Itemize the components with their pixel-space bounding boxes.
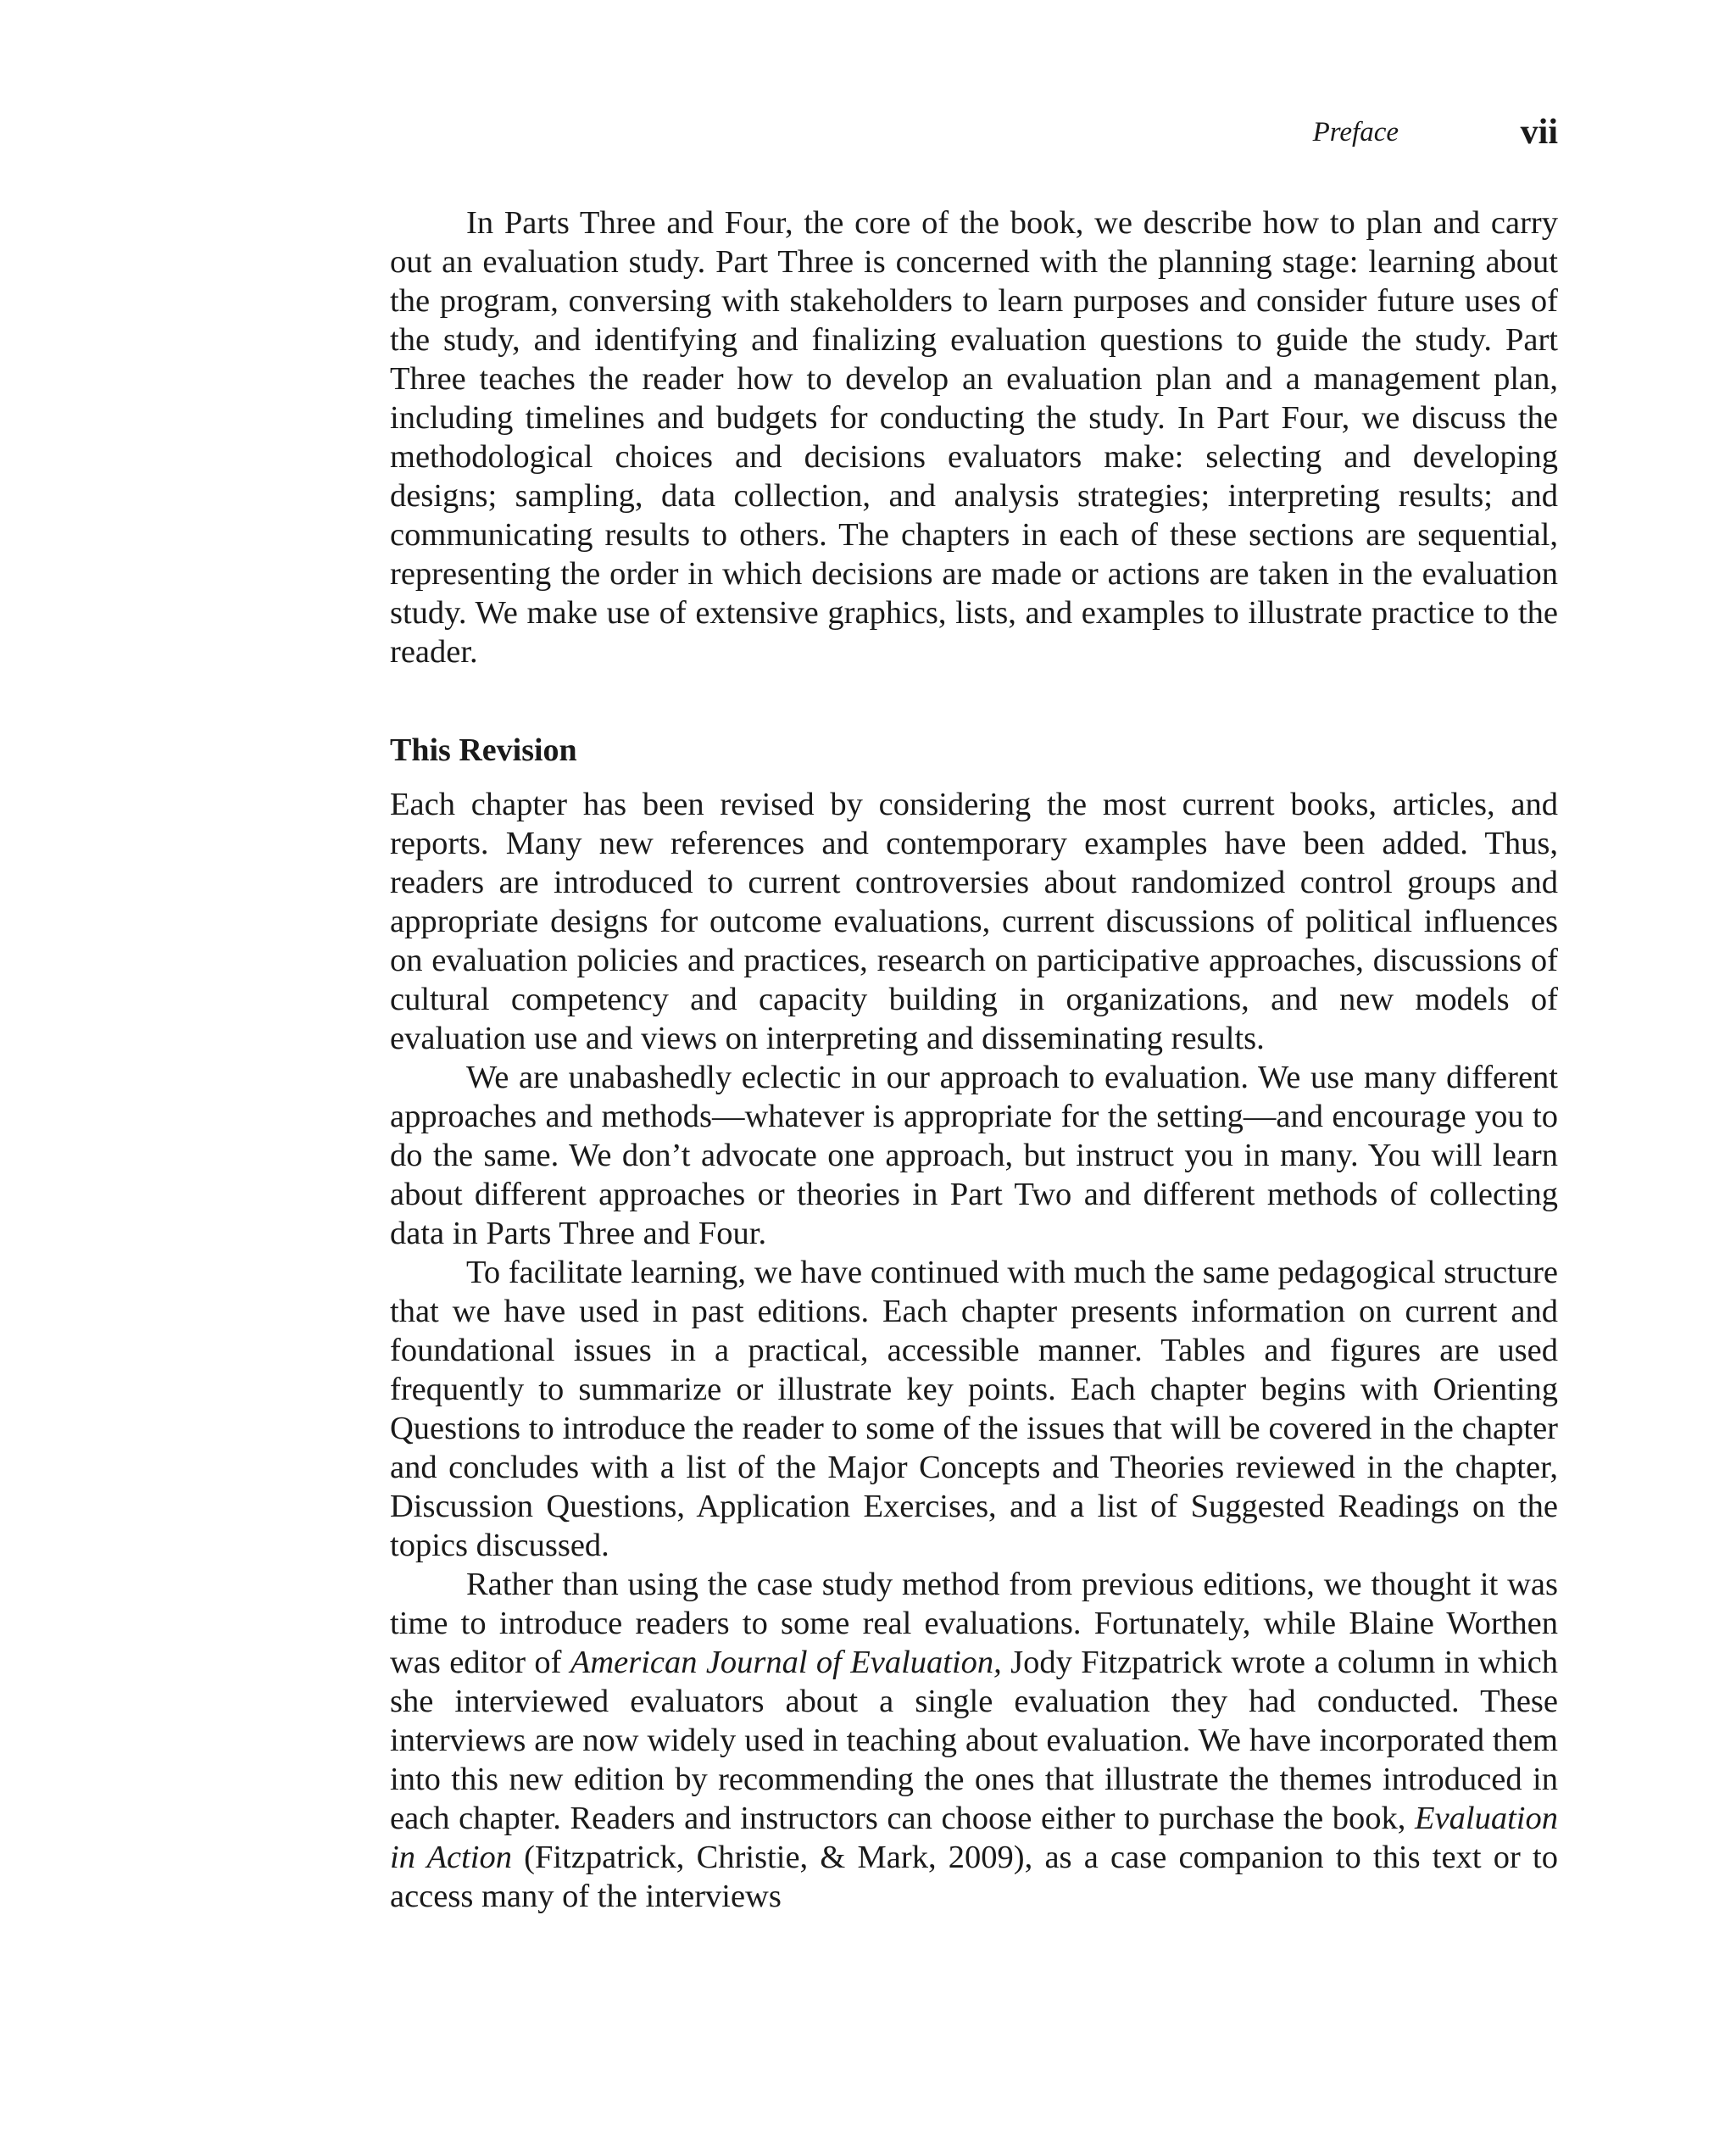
paragraph-text: Jody Fitzpatrick wrote a column in which she interviewed evaluators about a single evaluation they had conducted. These interviews are now widely used in teaching about evaluation. We have incorporated them into this new edition by recommending the ones that illustrate the themes introduced in each chapter. Readers and instructors can choose either to purchase the book, [390, 1645, 1558, 1836]
running-head-section: Preface [1312, 117, 1399, 148]
page-body [390, 203, 1558, 1916]
section-heading-this-revision: This Revision [390, 732, 577, 768]
page-number: vii [1520, 113, 1558, 152]
book-title: Evaluation in Action [390, 1801, 1558, 1875]
paragraph-parts-three-four: In Parts Three and Four, the core of the book, we describe how to plan and carry out an evaluation study. Part Three is concerned with the planning stage: learning about the program, conversing with stakeholders to learn purposes and consider future uses of the study, and identifying and finalizing evaluation questions to guide the study. Part Three teaches the reader how to develop an evaluation plan and a management plan, including timelines and budgets for conducting the study. In Part Four, we discuss the methodological choices and decisions evaluators make: selecting and developing designs; sampling, data collection, and analysis strategies; interpreting results; and communicating results to others. The chapters in each of these sections are sequential, representing the order in which decisions are made or actions are taken in the evaluation study. We make use of extensive graphics, lists, and examples to illustrate practice to the reader. [390, 205, 1558, 670]
paragraph-revision-overview: Each chapter has been revised by considering the most current books, articles, and reports. Many new references and contemporary examples have been added. Thus, readers are introduced to current controversies about randomized control groups and appropriate designs for outcome evaluations, current discussions of political influences on evaluation policies and practices, research on participative approaches, discussions of cultural competency and capacity building in organizations, and new models of evaluation use and views on interpreting and disseminating results. [390, 787, 1558, 1056]
paragraph-text: Rather than using the case study method from previous editions, we thought it was time to introduce readers to some real evaluations. Fortunately, while Blaine Worthen was editor of [390, 1567, 1558, 1680]
paragraph-text: (Fitzpatrick, Christie, & Mark, 2009), as a case companion to this text or to access many of the interviews [390, 1840, 1558, 1914]
paragraph-eclectic-approach: We are unabashedly eclectic in our approach to evaluation. We use many different approaches and methods—whatever is appropriate for the setting—and encourage you to do the same. We don’t advocate one approach, but instruct you in many. You will learn about different approaches or theories in Part Two and different methods of collecting data in Parts Three and Four. [390, 1060, 1558, 1251]
running-head [1271, 112, 1558, 154]
paragraph-pedagogical-structure: To facilitate learning, we have continued with much the same pedagogical structure that we have used in past editions. Each chapter presents information on current and foundational issues in a practical, accessible manner. Tables and figures are used frequently to summarize or illustrate key points. Each chapter begins with Orienting Questions to introduce the reader to some of the issues that will be covered in the chapter and concludes with a list of the Major Concepts and Theories reviewed in the chapter, Discussion Questions, Application Exercises, and a list of Suggested Readings on the topics discussed. [390, 1255, 1558, 1563]
journal-title: American Journal of Evaluation, [570, 1645, 1002, 1680]
paragraph-real-evaluations [390, 1565, 1558, 1916]
